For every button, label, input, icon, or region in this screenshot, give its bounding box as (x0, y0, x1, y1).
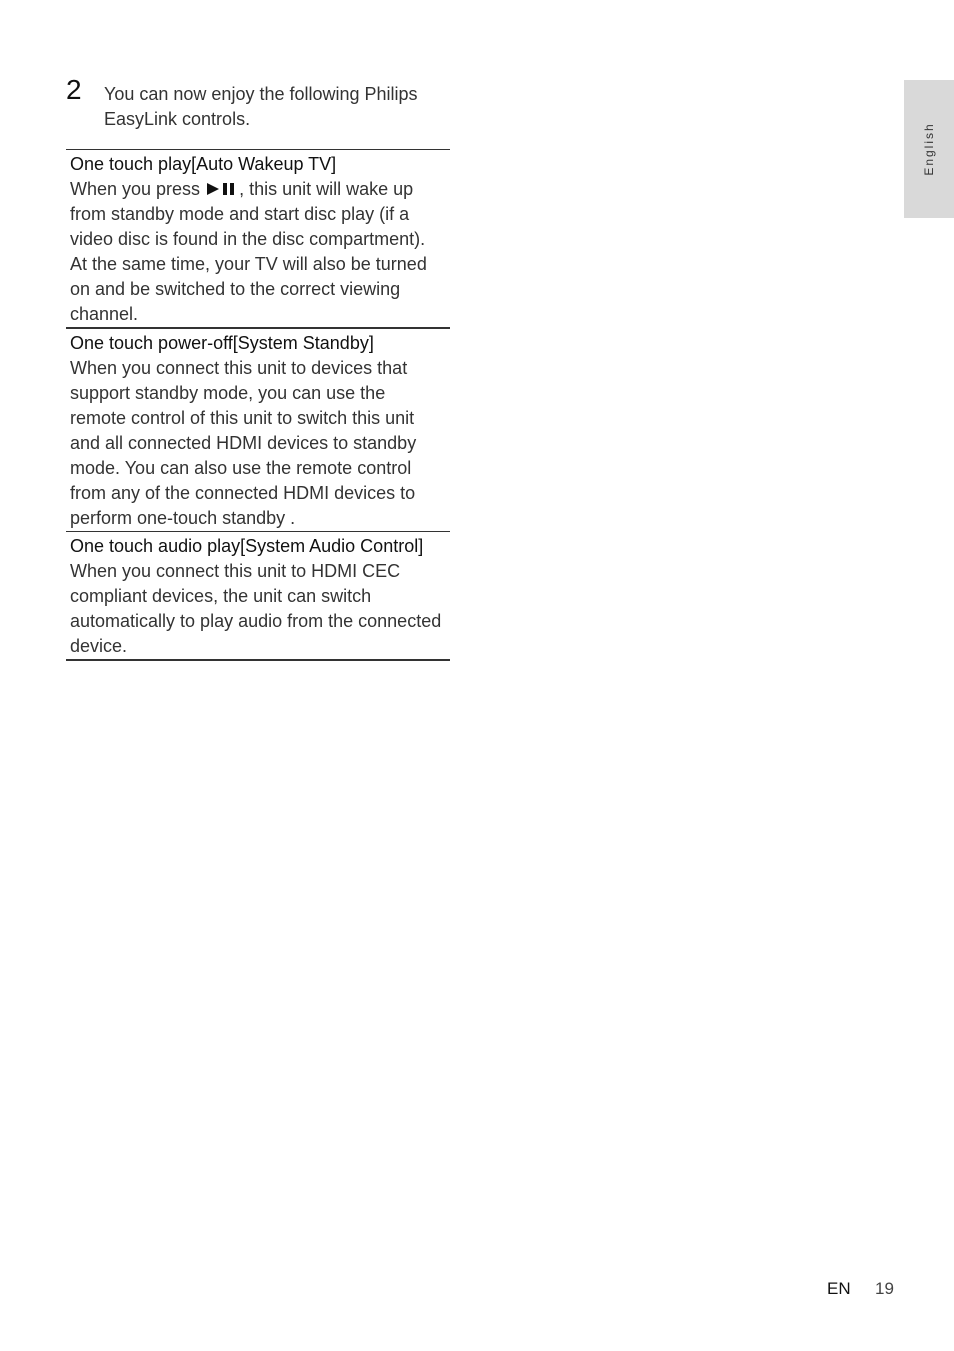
footer-language: EN (827, 1279, 851, 1298)
feature-title: One touch play[Auto Wakeup TV] (70, 154, 337, 174)
table-row (66, 150, 450, 329)
feature-body: When you connect this unit to HDMI CEC compliant devices, the unit can switch automatically to play audio from the connected device. (70, 561, 442, 656)
feature-body (70, 177, 446, 327)
language-tab-label: English (922, 122, 936, 176)
feature-body-part: When you press (70, 179, 206, 199)
feature-body-part: , this unit will wake up from standby mode and start disc play (if a video disc is found in the disc compartment). At the same time, your TV will also be turned on and be switched to the correct viewing channel. (70, 179, 427, 324)
table-row (66, 532, 450, 661)
language-tab (904, 80, 954, 218)
table-row (66, 329, 450, 532)
feature-body: When you connect this unit to devices that support standby mode, you can use the remote control of this unit to switch this unit and all connected HDMI devices to standby mode. You can also use the remote control from any of the connected HDMI devices to perform one-touch standby . (70, 358, 417, 528)
page-number: 19 (875, 1279, 894, 1298)
step-text: You can now enjoy the following Philips EasyLink controls. (104, 84, 418, 129)
play-pause-icon (206, 182, 238, 196)
easylink-controls-table (66, 149, 450, 661)
step-number: 2 (66, 74, 82, 105)
feature-title: One touch audio play[System Audio Control] (70, 536, 424, 556)
feature-title: One touch power-off[System Standby] (70, 333, 374, 353)
